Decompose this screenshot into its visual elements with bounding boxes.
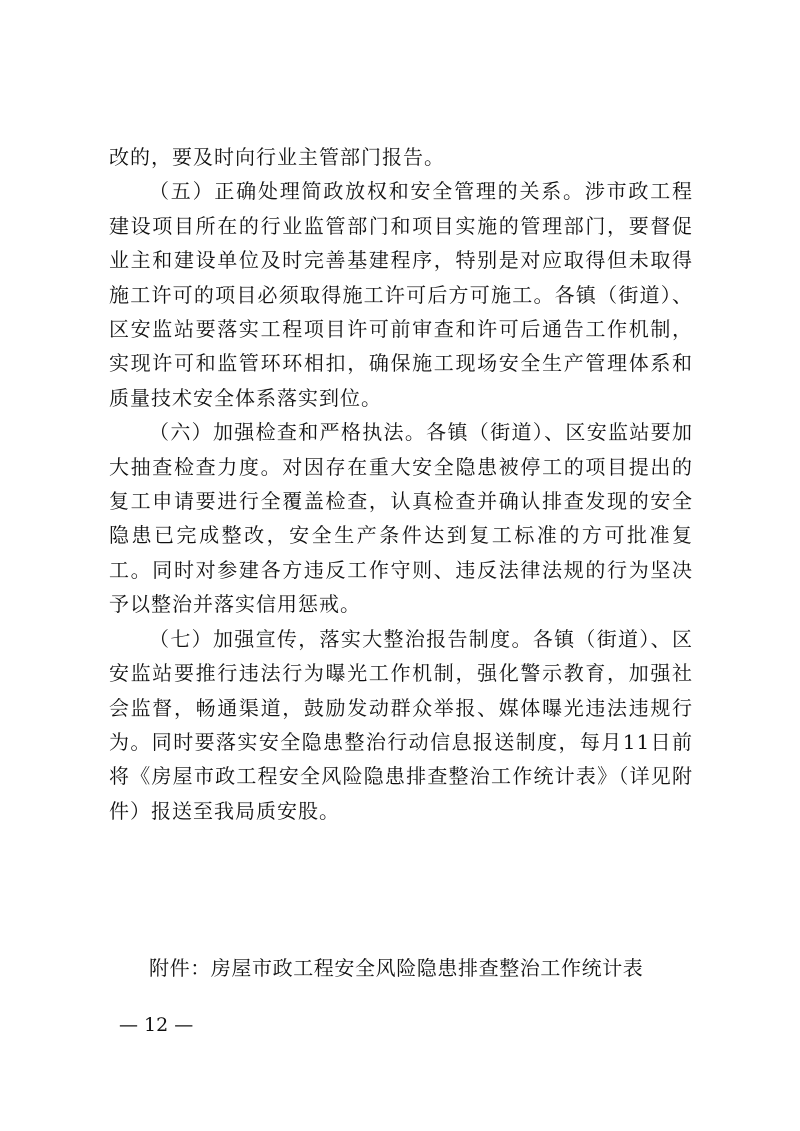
paragraph-section-5: （五）正确处理简政放权和安全管理的关系。涉市政工程建设项目所在的行业监管部门和项目实施的管理部门，要督促业主和建设单位及时完善基建程序，特别是对应取得但未取得施工许可的项目必须取得施工许可后方可施工。各镇（街道）、区安监站要落实工程项目许可前审查和许可后通告工作机制，实现许可和监管环环相扣，确保施工现场安全生产管理体系和质量技术安全体系落实到位。 <box>109 179 693 410</box>
attachment-line: 附件：房屋市政工程安全风险隐患排查整治工作统计表 <box>149 956 644 980</box>
paragraph-continuation: 改的，要及时向行业主管部门报告。 <box>109 145 445 169</box>
document-body <box>109 140 693 828</box>
paragraph-section-7: （七）加强宣传，落实大整治报告制度。各镇（街道）、区安监站要推行违法行为曝光工作机制，强化警示教育，加强社会监督，畅通渠道，鼓励发动群众举报、媒体曝光违法违规行为。同时要落实安全隐患整治行动信息报送制度，每月11日前将《房屋市政工程安全风险隐患排查整治工作统计表》（详见附件）报送至我局质安股。 <box>109 626 693 823</box>
paragraph-section-6: （六）加强检查和严格执法。各镇（街道）、区安监站要加大抽查检查力度。对因存在重大安全隐患被停工的项目提出的复工申请要进行全覆盖检查，认真检查并确认排查发现的安全隐患已完成整改，安全生产条件达到复工标准的方可批准复工。同时对参建各方违反工作守则、违反法律法规的行为坚决予以整治并落实信用惩戒。 <box>109 420 693 617</box>
page-number: — 12 — <box>119 1014 194 1036</box>
